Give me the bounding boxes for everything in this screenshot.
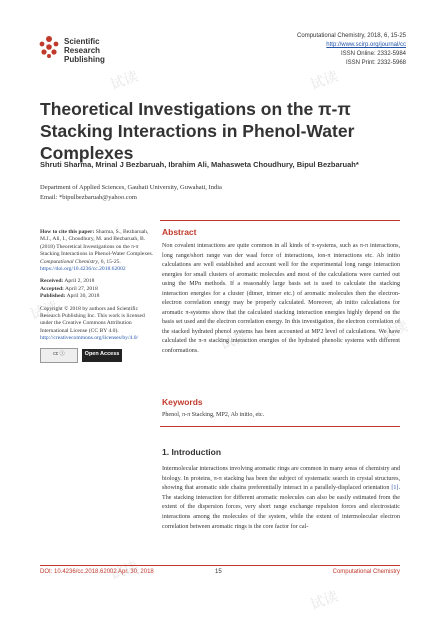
watermark: 试读 (378, 318, 411, 344)
cite-volume: , 6, 15-25. (97, 258, 121, 265)
publisher-line: Research (64, 46, 101, 55)
abstract-text: Non covalent interactions are quite common in all kinds of π-systems, such as π-π interactions, long range/short range van der waal force of interactions, ion-π interactions etc. Ab initio calculations are well established and account well for the experimental long range interaction energies for small clusters of aromatic molecules and most of the calculations were carried out using the MPn methods. If a reasonably large basis set is used to calculate the stacking interaction energies for a cluster (dimer, trimer etc.) of aromatic molecules then the electron-electron correlation energy may be properly calculated. Moreover, ab initio calculations for aromatic π-systems show that the calculated stacking interaction energies highly depend on the basis set used and the electron correlation energy. In this investigation, the electron correlation of the stacked hydrated phenol systems has been accounted at MP2 level of calculations. We have calculated the π-π stacking interaction energies of the hydrated phenolic systems with different conformations. (162, 243, 400, 354)
received-label: Received: (40, 278, 64, 285)
open-access-badge[interactable] (82, 349, 122, 362)
accepted-label: Accepted: (40, 285, 64, 292)
page-number: 15 (215, 569, 222, 575)
accepted-date: April 27, 2018 (65, 285, 98, 292)
received-date: April 2, 2018 (64, 278, 95, 285)
publisher-logo-icon (37, 35, 61, 59)
introduction-heading: 1. Introduction (162, 447, 222, 457)
divider (160, 220, 400, 221)
affiliation: Department of Applied Sciences, Gauhati University, Guwahati, India (40, 184, 222, 191)
keywords-text: Phenol, π-π Stacking, MP2, Ab initio, etc. (162, 412, 265, 418)
publisher-line: Publishing (64, 55, 105, 64)
introduction-text (162, 465, 400, 532)
intro-text-part: Intermolecular interactions involving aromatic rings are common in many areas of chemistry and biology. In proteins, π-π stacking has been the subject of systematic search in crystal structures, showing that aromatic side chains preferentially interact in a parallely-displaced orientation (162, 466, 400, 492)
issn-print: ISSN Print: 2332-5968 (345, 60, 406, 66)
published-date: April 30, 2018 (66, 293, 100, 300)
footer-journal: Computational Chemistry (332, 569, 400, 575)
publisher-line: Scientific (64, 37, 100, 46)
doi-link[interactable]: https://doi.org/10.4236/cc.2018.62002 (40, 266, 126, 273)
cc-by-badge-icon[interactable] (40, 348, 78, 363)
footer-doi: DOI: 10.4236/cc.2018.62002 Apr. 30, 2018 (40, 569, 154, 575)
cite-text: Sharma, S., Bezbaruah, M.J., Ali, I., Choudhury, M. and Bezbaruah, B. (2018) Theoretical Investigations on the π-π Stacking Interactions in Phenol-Water Complexes. (40, 229, 154, 258)
open-access-label: Open Access (84, 351, 120, 358)
abstract-heading: Abstract (162, 227, 197, 237)
watermark: 试读 (308, 68, 341, 94)
footer-divider (40, 565, 400, 566)
intro-text-part: . The stacking interaction for different aromatic molecules can also be easily estimated from the extent of the dispersion forces, very short range exchange repulsion forces and electrostatic interactions among the molecules of the system, while the extent of intermolecular electron correlation between aromatic rings is the core factor for cal- (162, 485, 400, 530)
published-label: Published: (40, 293, 66, 300)
journal-info: Computational Chemistry, 2018, 6, 15-25 (297, 33, 406, 39)
license-link[interactable]: http://creativecommons.org/licenses/by/4.0/ (40, 335, 139, 342)
journal-url-link[interactable]: http://www.scirp.org/journal/cc (326, 42, 406, 48)
citation-sidebar (40, 229, 155, 363)
article-title: Theoretical Investigations on the π-π Stacking Interactions in Phenol-Water Complexes (40, 99, 355, 163)
divider (160, 426, 400, 427)
watermark: 试读 (28, 298, 61, 324)
email: Email: *bipulbezbaruah@yahoo.com (40, 194, 137, 201)
publisher-name (64, 37, 105, 64)
cite-journal: Computational Chemistry (40, 258, 98, 265)
watermark: 试读 (108, 558, 141, 584)
copyright: Copyright © 2018 by authors and Scientific Research Publishing Inc. This work is licensed under the Creative Commons Attribution International License (CC BY 4.0). (40, 305, 145, 334)
keywords-heading: Keywords (162, 397, 203, 407)
watermark: 试读 (108, 68, 141, 94)
watermark: 试读 (218, 328, 251, 354)
authors: Shruti Sharma, Mrinal J Bezbaruah, Ibrahim Ali, Mahasweta Choudhury, Bipul Bezbaruah* (40, 160, 359, 169)
cc-badge-label: cc ⓘ (53, 351, 65, 358)
cite-label: How to cite this paper: (40, 229, 95, 235)
issn-online: ISSN Online: 2332-5984 (340, 51, 406, 57)
reference-link[interactable]: [1] (391, 485, 399, 492)
affiliation-block (40, 183, 420, 203)
watermark: 试读 (308, 588, 341, 614)
journal-header (297, 32, 406, 68)
